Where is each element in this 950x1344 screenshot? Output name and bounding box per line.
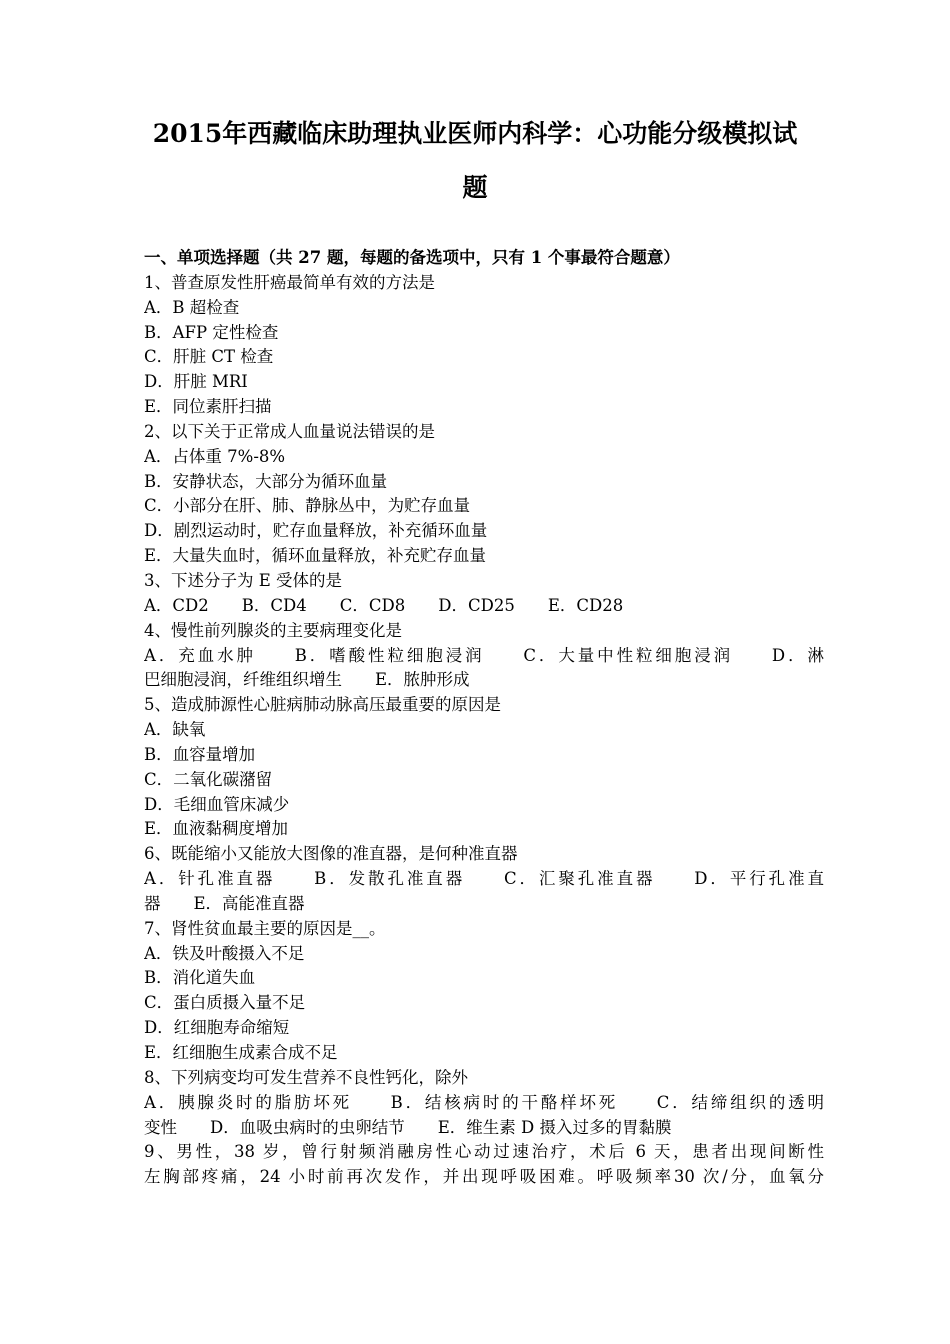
option-line: B．血容量增加 (144, 744, 256, 764)
option-line: E．大量失血时，循环血量释放，补充贮存血量 (144, 546, 487, 566)
option-line: E．血液黏稠度增加 (144, 819, 289, 839)
document-title-line-1: 2015年西藏临床助理执业医师内科学：心功能分级模拟试 (152, 119, 798, 148)
option-line: E．同位素肝扫描 (144, 397, 272, 417)
question-3: 3、下述分子为 E 受体的是 (144, 570, 343, 590)
option-line: A．铁及叶酸摄入不足 (144, 943, 305, 963)
option-b: B．CD4 (241, 595, 307, 615)
option-line: A．占体重 7%-8% (144, 446, 286, 466)
question-3-options (144, 594, 824, 619)
option-line: A．B 超检查 (144, 297, 240, 317)
option-line-continued: 巴细胞浸润，纤维组织增生 E．脓肿形成 (144, 670, 470, 690)
section-heading: 一、单项选择题（共 27 题，每题的备选项中，只有 1 个事最符合题意） (144, 248, 680, 267)
option-line: B．消化道失血 (144, 968, 256, 988)
option-e: E．CD28 (547, 595, 624, 615)
option-line-wrapped: A．针孔准直器 B．发散孔准直器 C．汇聚孔准直器 D．平行孔准直 (144, 869, 824, 889)
option-line-wrapped: A．胰腺炎时的脂肪坏死 B．结核病时的干酪样坏死 C．结缔组织的透明 (144, 1092, 824, 1112)
option-line: A．缺氧 (144, 720, 206, 740)
document-body (144, 246, 824, 1190)
option-line: C．二氧化碳潴留 (144, 769, 273, 789)
option-line-continued: 变性 D．血吸虫病时的虫卵结节 E．维生素 D 摄入过多的胃黏膜 (144, 1117, 672, 1137)
option-line: D．剧烈运动时，贮存血量释放，补充循环血量 (144, 521, 488, 541)
option-line: D．肝脏 MRI (144, 372, 248, 392)
question-7: 7、肾性贫血最主要的原因是__。 (144, 918, 386, 938)
question-4: 4、慢性前列腺炎的主要病理变化是 (144, 620, 402, 640)
option-line: D．红细胞寿命缩短 (144, 1018, 290, 1038)
question-6: 6、既能缩小又能放大图像的准直器，是何种准直器 (144, 844, 518, 864)
option-line: D．毛细血管床减少 (144, 794, 290, 814)
option-a: A．CD2 (144, 595, 209, 615)
document-title-line-2: 题 (462, 173, 488, 202)
option-line: B．安静状态，大部分为循环血量 (144, 471, 388, 491)
option-line: C．肝脏 CT 检查 (144, 347, 274, 367)
option-line: C．蛋白质摄入量不足 (144, 993, 306, 1013)
question-9: 9、男性，38 岁，曾行射频消融房性心动过速治疗，术后 6 天，患者出现间断性 (144, 1142, 824, 1162)
option-d: D．CD25 (438, 595, 515, 615)
option-line: E．红细胞生成素合成不足 (144, 1043, 338, 1062)
option-line: B．AFP 定性检查 (144, 322, 279, 342)
option-c: C．CD8 (339, 595, 406, 615)
question-1: 1、普查原发性肝癌最简单有效的方法是 (144, 272, 435, 292)
option-line-wrapped: A．充血水肿 B．嗜酸性粒细胞浸润 C．大量中性粒细胞浸润 D．淋 (144, 645, 824, 665)
option-line-continued: 器 E．高能准直器 (144, 893, 305, 913)
option-line: C．小部分在肝、肺、静脉丛中，为贮存血量 (144, 496, 471, 516)
question-2: 2、以下关于正常成人血量说法错误的是 (144, 421, 435, 441)
question-9-continued: 左胸部疼痛，24 小时前再次发作，并出现呼吸困难。呼吸频率30 次/分，血氧分 (144, 1167, 824, 1187)
question-5: 5、造成肺源性心脏病肺动脉高压最重要的原因是 (144, 695, 501, 715)
question-8: 8、下列病变均可发生营养不良性钙化，除外 (144, 1067, 468, 1087)
